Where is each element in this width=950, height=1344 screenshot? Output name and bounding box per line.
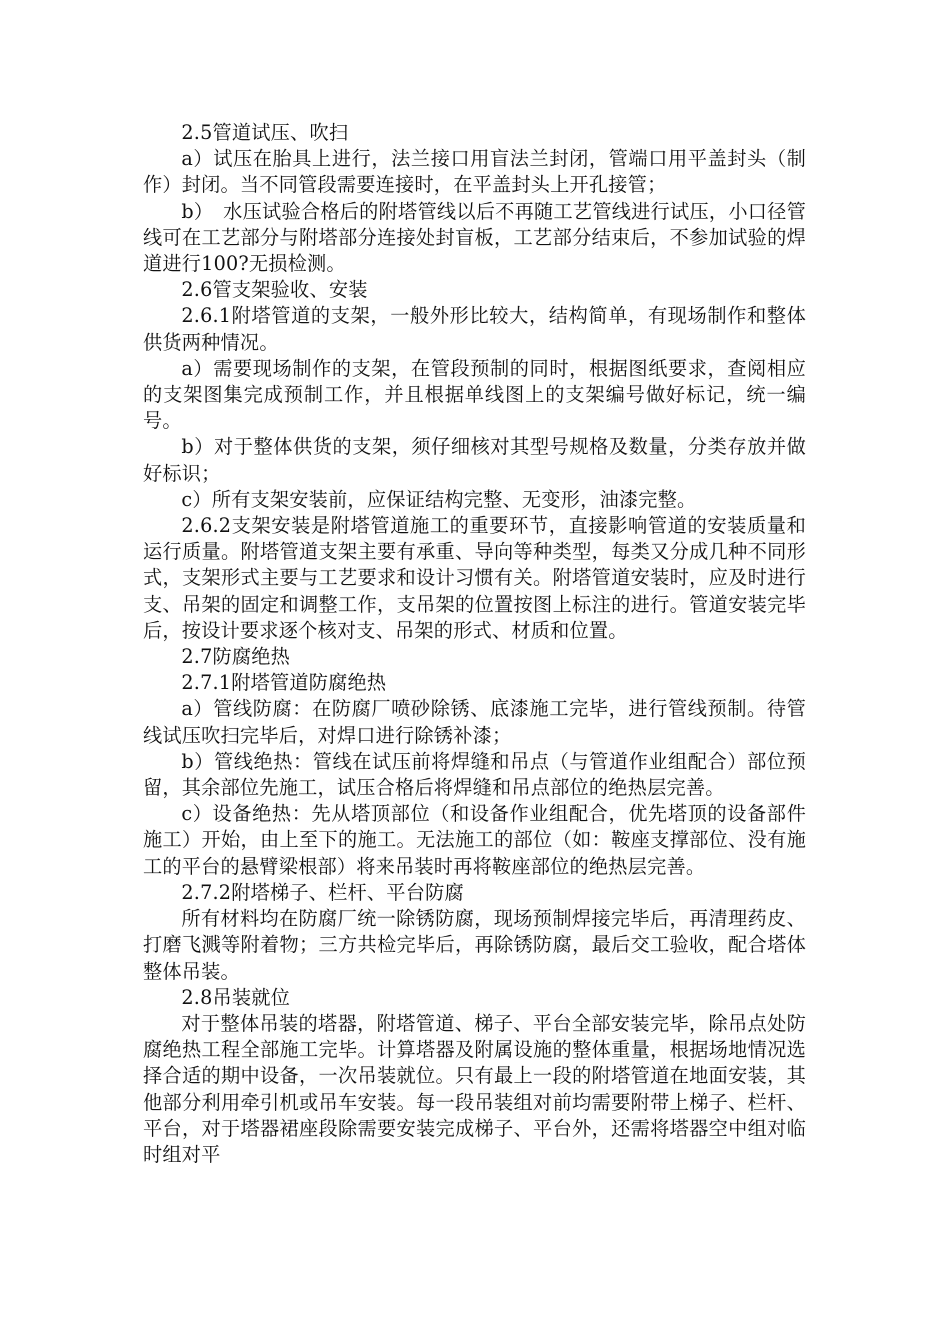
section-heading-2-7: 2.7防腐绝热 bbox=[181, 645, 291, 669]
paragraph-2-6-1-c: c）所有支架安装前，应保证结构完整、无变形，油漆完整。 bbox=[181, 487, 697, 511]
section-heading-2-8: 2.8吊装就位 bbox=[181, 985, 291, 1009]
paragraph-2-6-2: 2.6.2支架安装是附塔管道施工的重要环节，直接影响管道的安装质量和运行质量。附塔管道支架主要有承重、导向等种类型，每类又分成几种不同形式，支架形式主要与工艺要求和设计习惯有关。附塔管道安装时，应及时进行支、吊架的固定和调整工作，支吊架的位置按图上标注的进行。管道安装完毕后，按设计要求逐个核对支、吊架的形式、材质和位置。 bbox=[143, 514, 806, 642]
document-body bbox=[143, 120, 806, 1168]
paragraph-2-7-1-b: b）管线绝热：管线在试压前将焊缝和吊点（与管道作业组配合）部位预留，其余部位先施工，试压合格后将焊缝和吊点部位的绝热层完善。 bbox=[143, 749, 806, 800]
paragraph-2-7-1-a: a）管线防腐：在防腐厂喷砂除锈、底漆施工完毕，进行管线预制。待管线试压吹扫完毕后，对焊口进行除锈补漆； bbox=[143, 697, 806, 747]
subsection-heading-2-7-2: 2.7.2附塔梯子、栏杆、平台防腐 bbox=[181, 880, 464, 904]
section-heading-2-5: 2.5管道试压、吹扫 bbox=[181, 121, 349, 144]
paragraph-2-8: 对于整体吊装的塔器，附塔管道、梯子、平台全部安装完毕，除吊点处防腐绝热工程全部施工完毕。计算塔器及附属设施的整体重量，根据场地情况选择合适的期中设备，一次吊装就位。只有最上一段的附塔管道在地面安装，其他部分利用牵引机或吊车安装。每一段吊装组对前均需要附带上梯子、栏杆、平台，对于塔器裙座段除需要安装完成梯子、平台外，还需将塔器空中组对临时组对平 bbox=[143, 1011, 806, 1166]
paragraph-2-6-1-b: b）对于整体供货的支架，须仔细核对其型号规格及数量，分类存放并做好标识； bbox=[143, 435, 806, 485]
section-heading-2-6: 2.6管支架验收、安装 bbox=[181, 278, 368, 302]
paragraph-2-5-a: a）试压在胎具上进行，法兰接口用盲法兰封闭，管端口用平盖封头（制作）封闭。当不同管段需要连接时，在平盖封头上开孔接管； bbox=[143, 147, 806, 197]
paragraph-2-6-1: 2.6.1附塔管道的支架，一般外形比较大，结构简单，有现场制作和整体供货两种情况。 bbox=[143, 304, 806, 354]
paragraph-2-7-2: 所有材料均在防腐厂统一除锈防腐，现场预制焊接完毕后，再清理药皮、打磨飞溅等附着物；三方共检完毕后，再除锈防腐，最后交工验收，配合塔体整体吊装。 bbox=[143, 907, 806, 983]
paragraph-2-5-b: b） 水压试验合格后的附塔管线以后不再随工艺管线进行试压，小口径管线可在工艺部分与附塔部分连接处封盲板，工艺部分结束后，不参加试验的焊道进行100?无损检测。 bbox=[143, 199, 806, 276]
paragraph-2-6-1-a: a）需要现场制作的支架，在管段预制的同时，根据图纸要求，查阅相应的支架图集完成预制工作，并且根据单线图上的支架编号做好标记，统一编号。 bbox=[143, 356, 806, 433]
paragraph-2-7-1-c: c）设备绝热：先从塔顶部位（和设备作业组配合，优先塔顶的设备部件施工）开始，由上至下的施工。无法施工的部位（如：鞍座支撑部位、没有施工的平台的悬臂梁根部）将来吊装时再将鞍座部位的绝热层完善。 bbox=[143, 802, 806, 878]
subsection-heading-2-7-1: 2.7.1附塔管道防腐绝热 bbox=[181, 671, 387, 695]
